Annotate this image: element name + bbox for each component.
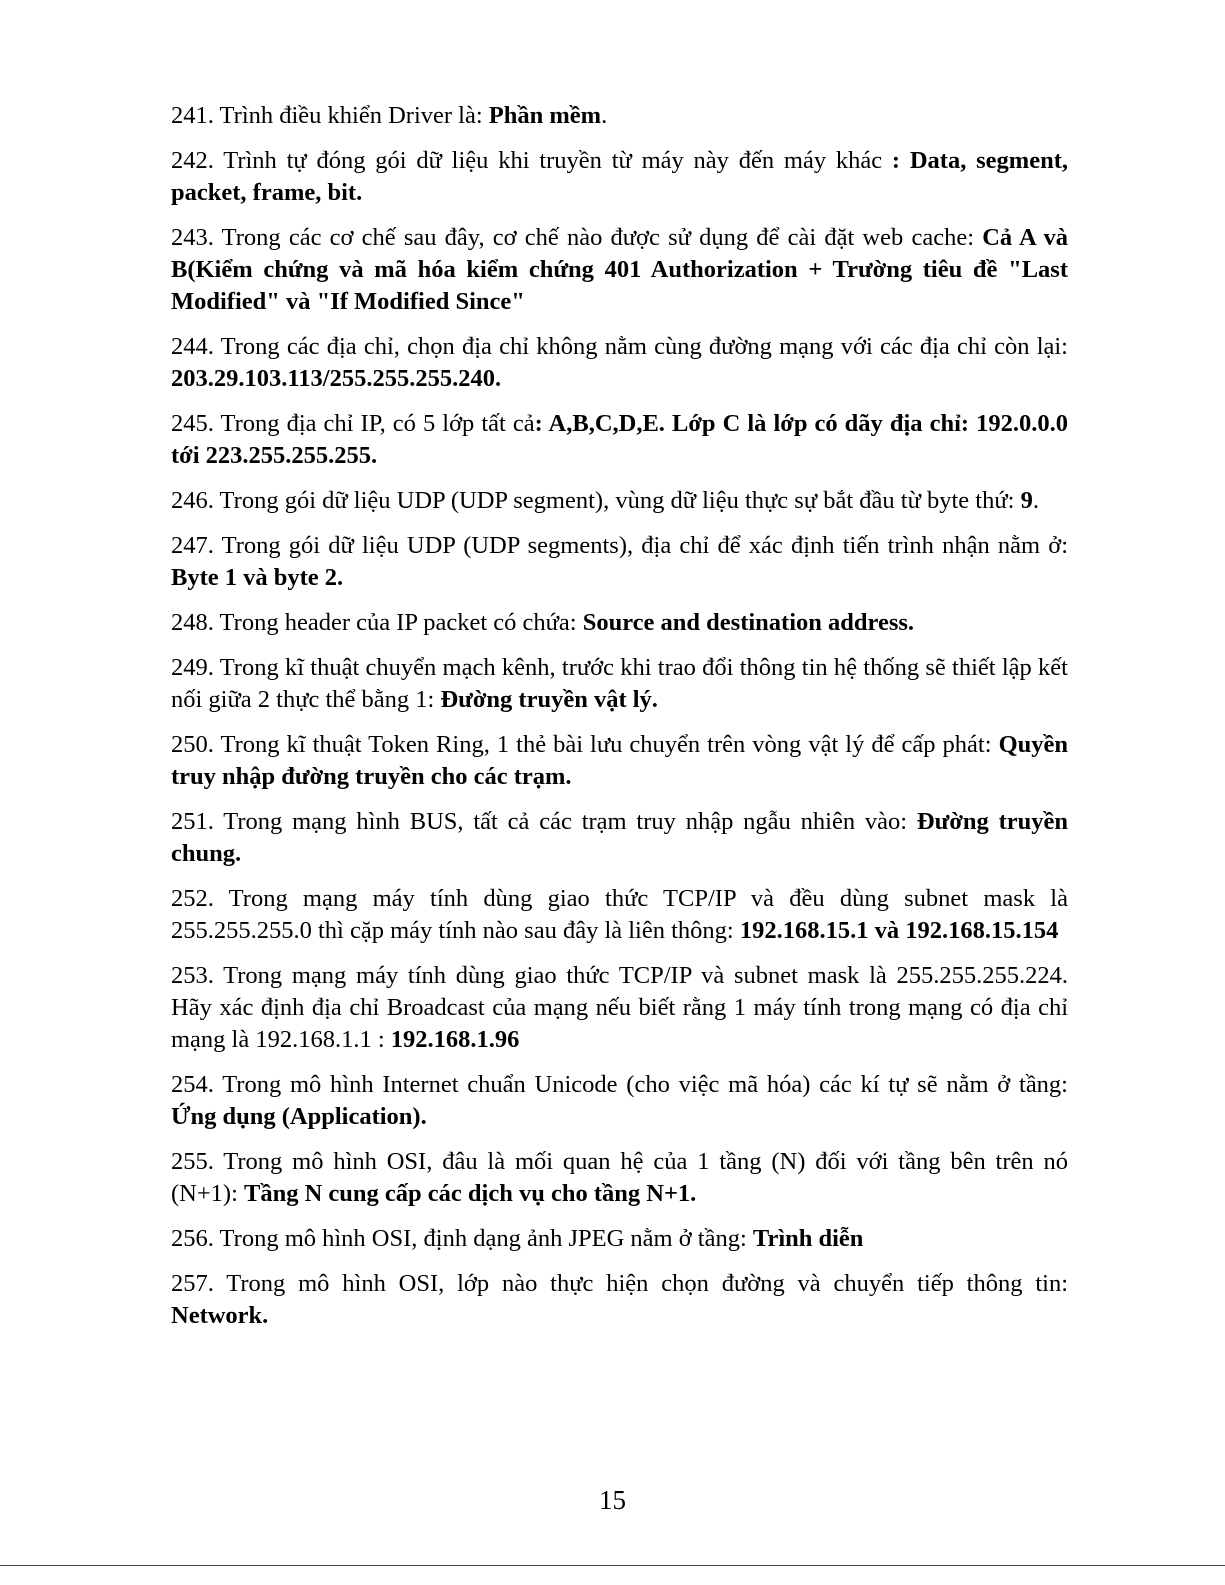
question-257 [171,1268,1068,1332]
question-text: 251. Trong mạng hình BUS, tất cả các trạm truy nhập ngẫu nhiên vào: [171,808,917,835]
answer-text: Cả A và B(Kiểm chứng và mã hóa kiểm chứng 401 Authorization + Trường tiêu đề "Last Modified" và "If Modified Since" [171,224,1068,315]
answer-text: Source and destination address. [582,609,915,636]
question-text: 249. Trong kĩ thuật chuyển mạch kênh, trước khi trao đổi thông tin hệ thống sẽ thiết lập kết nối giữa 2 thực thể bằng 1: [171,654,1068,713]
question-256 [171,1223,1068,1255]
question-text: 257. Trong mô hình OSI, lớp nào thực hiện chọn đường và chuyển tiếp thông tin: [171,1270,1068,1297]
question-tail: . [1032,487,1039,514]
answer-text: Byte 1 và byte 2. [171,564,344,591]
question-tail: . [601,102,608,129]
question-text: 250. Trong kĩ thuật Token Ring, 1 thẻ bài lưu chuyển trên vòng vật lý để cấp phát: [171,731,999,758]
question-text: 244. Trong các địa chỉ, chọn địa chỉ không nằm cùng đường mạng với các địa chỉ còn lại: [171,333,1068,360]
question-248 [171,607,1068,639]
answer-text: Trình diễn [752,1225,864,1252]
question-255 [171,1146,1068,1210]
question-text: 246. Trong gói dữ liệu UDP (UDP segment), vùng dữ liệu thực sự bắt đầu từ byte thứ: [171,487,1021,514]
question-text: 253. Trong mạng máy tính dùng giao thức TCP/IP và subnet mask là 255.255.255.224. Hãy xác định địa chỉ Broadcast của mạng nếu biết rằng 1 máy tính trong mạng có địa chỉ mạng là 192.168.1.1 : [171,962,1068,1053]
answer-text: 9 [1020,487,1033,514]
question-text: 242. Trình tự đóng gói dữ liệu khi truyền từ máy này đến máy khác [171,147,892,174]
question-252 [171,883,1068,947]
question-250 [171,729,1068,793]
answer-text: Đường truyền vật lý. [440,686,658,713]
question-text: 254. Trong mô hình Internet chuẩn Unicode (cho việc mã hóa) các kí tự sẽ nằm ở tầng: [171,1071,1068,1098]
question-text: 252. Trong mạng máy tính dùng giao thức TCP/IP và đều dùng subnet mask là 255.255.255.0 thì cặp máy tính nào sau đây là liên thông: [171,885,1068,944]
question-242 [171,145,1068,209]
question-text: 243. Trong các cơ chế sau đây, cơ chế nào được sử dụng để cài đặt web cache: [171,224,983,251]
question-254 [171,1069,1068,1133]
answer-text: : Data, segment, packet, frame, bit. [171,147,1068,206]
question-text: 241. Trình điều khiển Driver là: [171,102,489,129]
page-number: 15 [599,1485,626,1515]
answer-text: Phần mềm [488,102,602,129]
answer-text: Network. [171,1302,269,1329]
question-text: 247. Trong gói dữ liệu UDP (UDP segments), địa chỉ để xác định tiến trình nhận nằm ở: [171,532,1068,559]
question-253 [171,960,1068,1056]
answer-text: 192.168.15.1 và 192.168.15.154 [739,917,1059,944]
answer-text: 192.168.1.96 [390,1026,520,1053]
question-246 [171,485,1068,517]
answer-text: 203.29.103.113/255.255.255.240. [171,365,502,392]
answer-text: Quyền truy nhập đường truyền cho các trạm. [171,731,1068,790]
question-251 [171,806,1068,870]
question-249 [171,652,1068,716]
question-text: 255. Trong mô hình OSI, đâu là mối quan hệ của 1 tầng (N) đối với tầng bên trên nó (N+1): [171,1148,1068,1207]
question-text: 256. Trong mô hình OSI, định dạng ảnh JPEG nằm ở tầng: [171,1225,753,1252]
answer-text: Tầng N cung cấp các dịch vụ cho tầng N+1. [244,1180,697,1207]
document-page [171,100,1068,1345]
question-244 [171,331,1068,395]
answer-text: : A,B,C,D,E. Lớp C là lớp có dãy địa chỉ: 192.0.0.0 tới 223.255.255.255. [171,410,1069,469]
answer-text: Đường truyền chung. [171,808,1068,867]
answer-text: Ứng dụng (Application). [171,1103,427,1130]
question-text: 245. Trong địa chỉ IP, có 5 lớp tất cả [171,410,535,437]
question-241 [171,100,1068,132]
question-245 [171,408,1068,472]
bottom-divider [0,1565,1225,1566]
question-text: 248. Trong header của IP packet có chứa: [171,609,583,636]
question-243 [171,222,1068,318]
question-247 [171,530,1068,594]
